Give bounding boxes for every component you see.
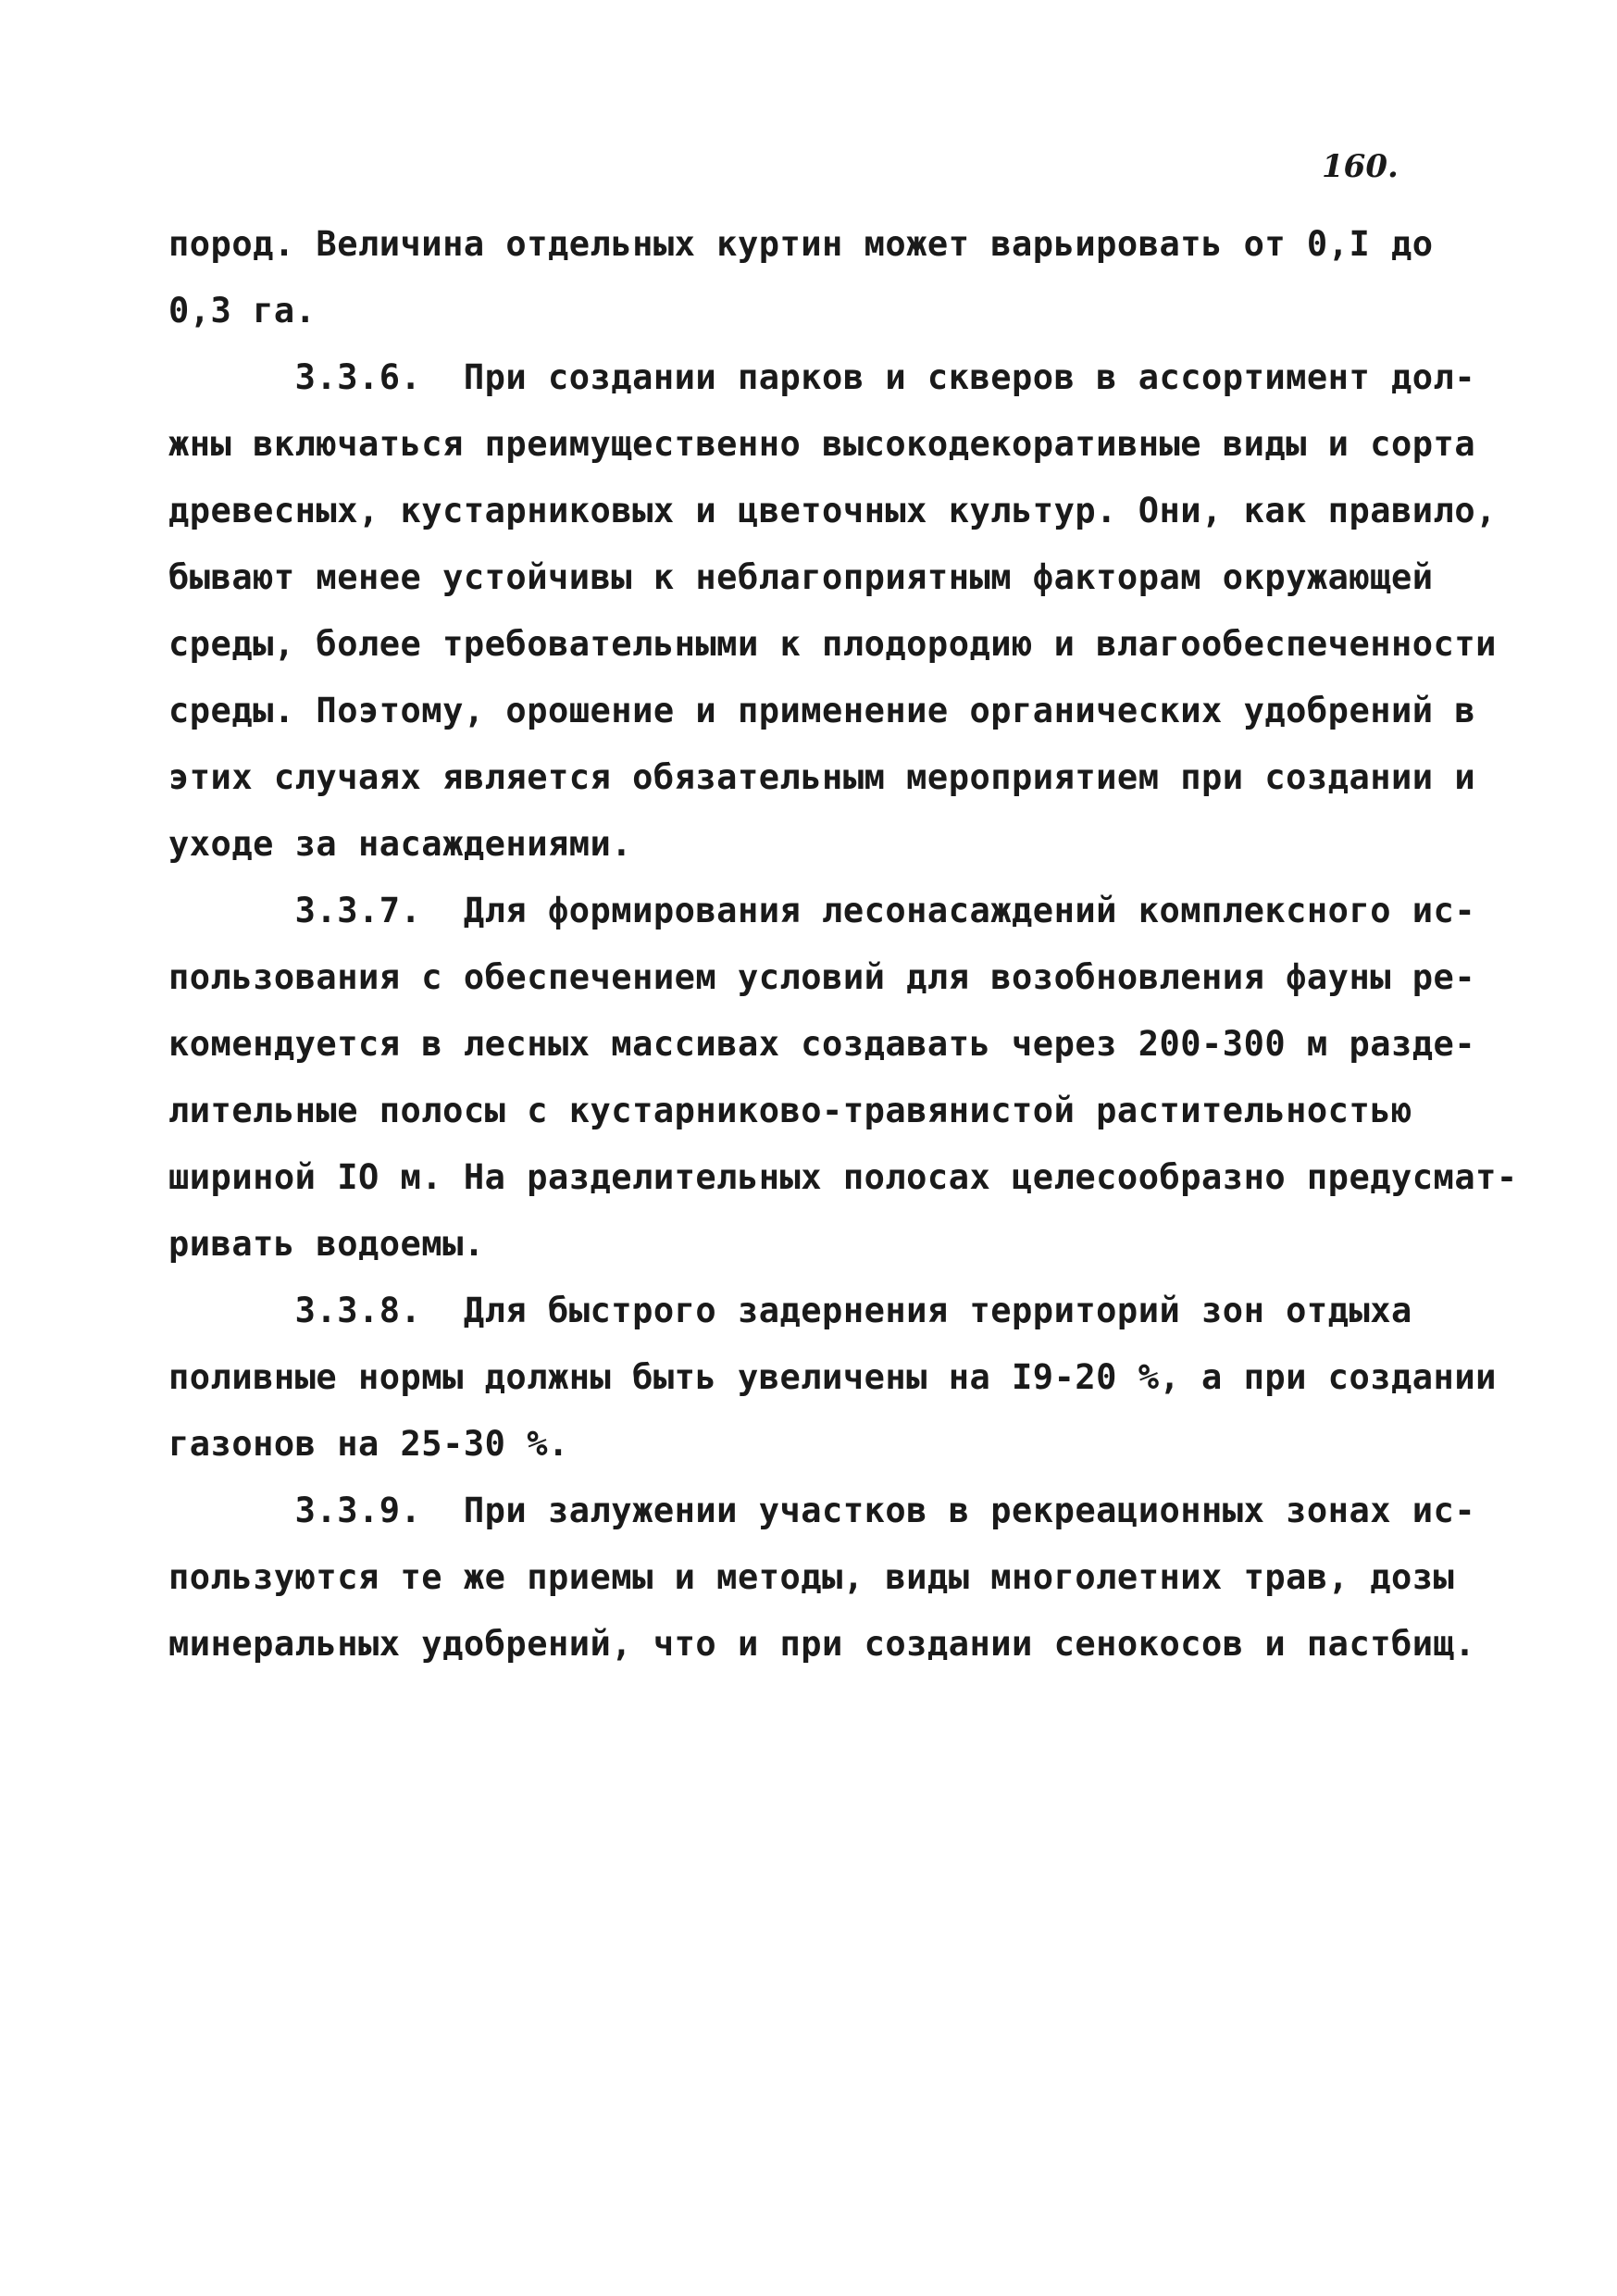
text-line: минеральных удобрений, что и при создании сенокосов и пастбищ. bbox=[168, 1624, 1476, 1664]
text-line: 3.3.8. Для быстрого задернения территорий зон отдыха bbox=[168, 1291, 1412, 1330]
text-line: уходе за насаждениями. bbox=[168, 824, 633, 864]
text-line: пользования с обеспечением условий для возобновления фауны ре- bbox=[168, 957, 1476, 997]
text-line: 3.3.6. При создании парков и скверов в ассортимент дол- bbox=[168, 357, 1476, 397]
text-line: пород. Величина отдельных куртин может варьировать от 0,I до bbox=[168, 224, 1434, 264]
text-line: поливные нормы должны быть увеличены на I9-20 %, а при создании bbox=[168, 1357, 1497, 1397]
text-line: ривать водоемы. bbox=[168, 1224, 485, 1264]
text-line: бывают менее устойчивы к неблагоприятным факторам окружающей bbox=[168, 557, 1434, 597]
text-line: жны включаться преимущественно высокодекоративные виды и сорта bbox=[168, 424, 1476, 464]
text-line: среды, более требовательными к плодородию и влагообеспеченности bbox=[168, 624, 1497, 664]
text-line: 3.3.7. Для формирования лесонасаждений комплексного ис- bbox=[168, 891, 1476, 930]
text-line: шириной IO м. На разделительных полосах целесообразно предусмат- bbox=[168, 1157, 1518, 1197]
document-body bbox=[168, 211, 1518, 1678]
text-line: 0,3 га. bbox=[168, 291, 317, 331]
text-line: древесных, кустарниковых и цветочных культур. Они, как правило, bbox=[168, 491, 1497, 530]
text-line: этих случаях является обязательным мероприятием при создании и bbox=[168, 757, 1476, 797]
text-line: пользуются те же приемы и методы, виды многолетних трав, дозы bbox=[168, 1557, 1455, 1597]
text-line: 3.3.9. При залужении участков в рекреационных зонах ис- bbox=[168, 1491, 1476, 1530]
page-number: 160. bbox=[1322, 148, 1399, 185]
text-line: лительные полосы с кустарниково-травянистой растительностью bbox=[168, 1091, 1412, 1130]
text-line: комендуется в лесных массивах создавать через 200-300 м разде- bbox=[168, 1024, 1476, 1064]
text-line: среды. Поэтому, орошение и применение органических удобрений в bbox=[168, 691, 1476, 730]
text-line: газонов на 25-30 %. bbox=[168, 1424, 569, 1464]
